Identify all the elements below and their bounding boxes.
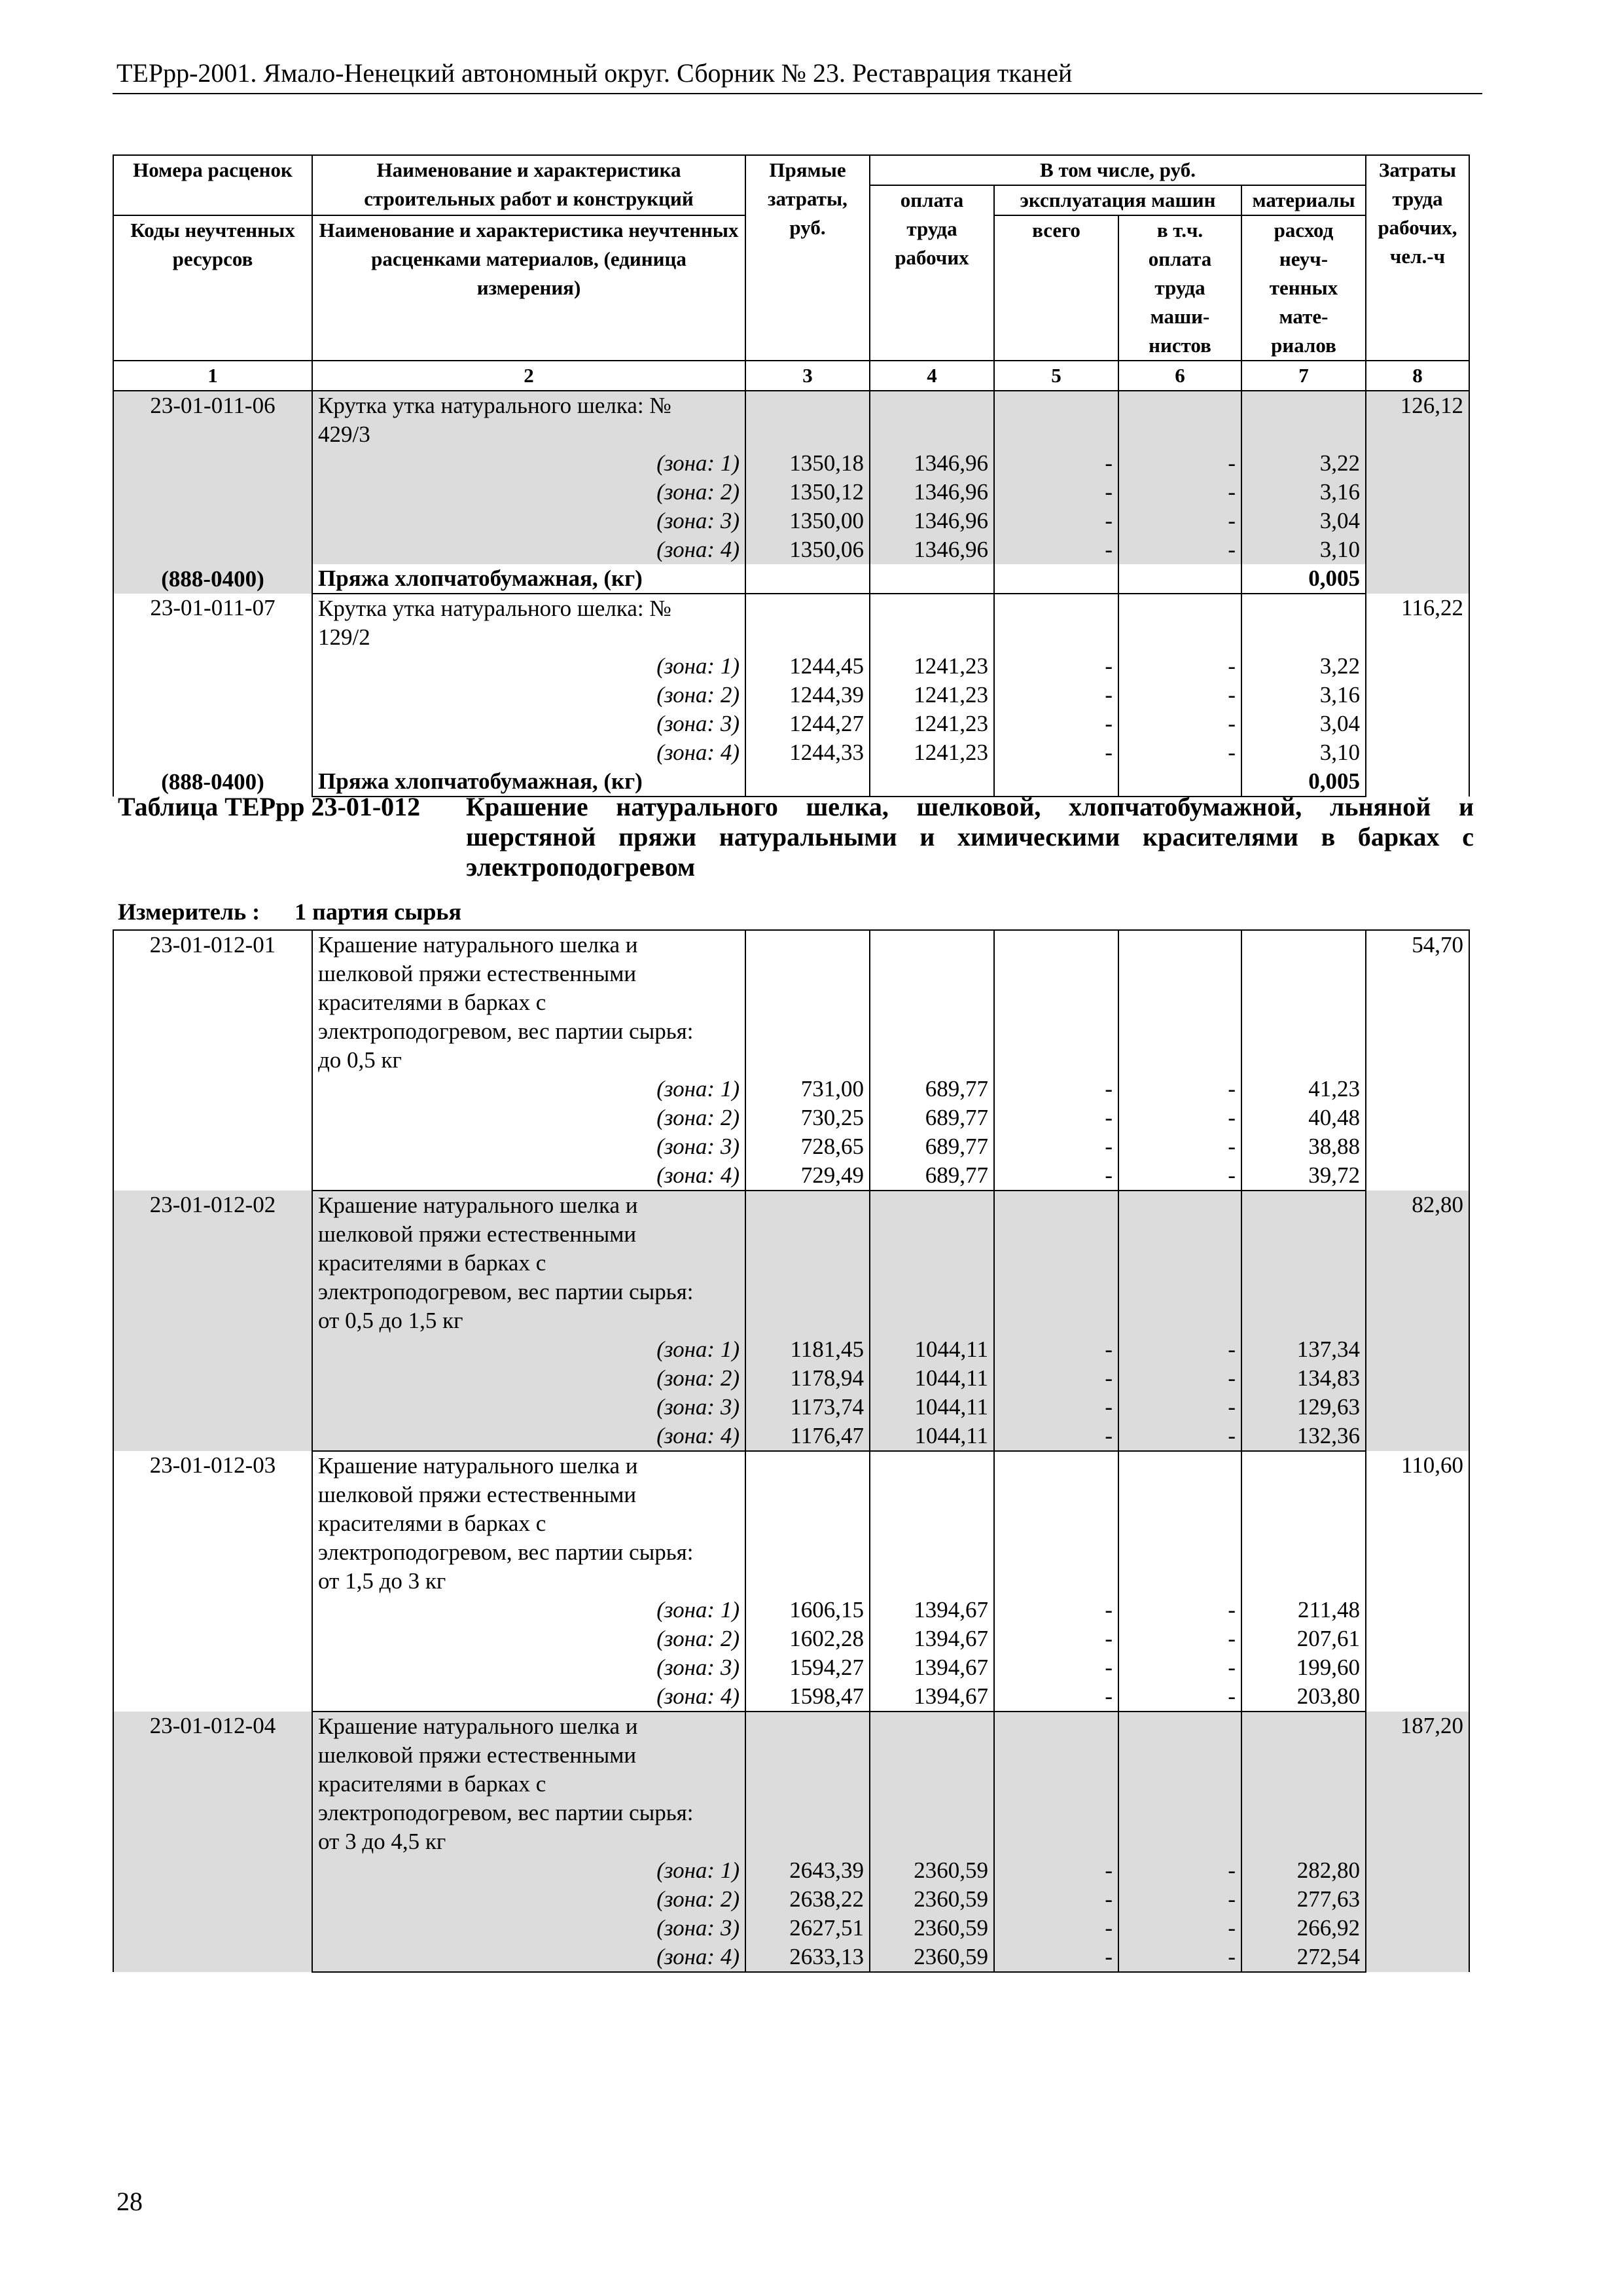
direct-cost: 1244,45 <box>745 652 870 681</box>
machines-total: - <box>994 478 1118 507</box>
empty-cell <box>994 1191 1118 1335</box>
materials-cost: 134,83 <box>1241 1364 1366 1393</box>
zone-row <box>113 738 1469 767</box>
labor-pay: 2360,59 <box>870 1943 994 1972</box>
table-header <box>113 155 1469 361</box>
materials-cost: 40,48 <box>1241 1103 1366 1132</box>
col-rate-numbers: Номера расценок <box>113 155 312 215</box>
empty-cell <box>870 930 994 1075</box>
resource-code: (888-0400) <box>161 769 264 795</box>
work-name-line: до 0,5 кг <box>312 1046 745 1075</box>
work-name-line: красителями в барках с <box>312 988 745 1017</box>
materials-cost: 211,48 <box>1241 1596 1366 1624</box>
machinist-pay: - <box>1118 1943 1241 1972</box>
materials-cost: 3,10 <box>1241 738 1366 767</box>
materials-cost: 3,16 <box>1241 681 1366 709</box>
zone-label: (зона: 4) <box>312 535 745 564</box>
empty-cell <box>1241 391 1366 449</box>
table-description: Крашение натурального шелка, шелковой, хлопчатобумажной, льняной и шерстяной пряжи натуральными и химическими красителями в барках с электроподогревом <box>466 792 1474 882</box>
machinist-pay: - <box>1118 681 1241 709</box>
empty-cell <box>745 1451 870 1596</box>
labor-pay: 689,77 <box>870 1161 994 1191</box>
direct-cost: 1173,74 <box>745 1393 870 1422</box>
col-materials: материалы <box>1241 185 1366 215</box>
direct-cost: 730,25 <box>745 1103 870 1132</box>
column-number: 3 <box>745 361 870 391</box>
zone-row <box>113 652 1469 681</box>
empty-cell <box>994 564 1118 594</box>
zone-label: (зона: 2) <box>312 681 745 709</box>
machines-total: - <box>994 681 1118 709</box>
direct-cost: 1178,94 <box>745 1364 870 1393</box>
machines-total: - <box>994 1596 1118 1624</box>
machines-total: - <box>994 738 1118 767</box>
machines-total: - <box>994 1103 1118 1132</box>
materials-cost: 3,04 <box>1241 709 1366 738</box>
materials-cost: 199,60 <box>1241 1653 1366 1682</box>
empty-cell <box>745 391 870 449</box>
machines-total: - <box>994 1856 1118 1885</box>
zone-label: (зона: 4) <box>312 738 745 767</box>
empty-cell <box>745 594 870 652</box>
machinist-pay: - <box>1118 738 1241 767</box>
machines-total: - <box>994 1393 1118 1422</box>
labor-hours: 54,70 <box>1366 930 1469 1191</box>
resource-name: Пряжа хлопчатобумажная, (кг) <box>312 564 745 594</box>
machinist-pay: - <box>1118 1856 1241 1885</box>
rates-block-1 <box>113 391 1469 797</box>
labor-pay: 1394,67 <box>870 1596 994 1624</box>
empty-cell <box>870 1191 994 1335</box>
machines-total: - <box>994 709 1118 738</box>
zone-row <box>113 1161 1469 1191</box>
empty-cell <box>1241 594 1366 652</box>
labor-pay: 2360,59 <box>870 1885 994 1914</box>
direct-cost: 1244,27 <box>745 709 870 738</box>
resource-qty: 0,005 <box>1241 564 1366 594</box>
direct-cost: 729,49 <box>745 1161 870 1191</box>
zone-row <box>113 1624 1469 1653</box>
empty-cell <box>745 930 870 1075</box>
col-labor-pay: оплата труда рабочих <box>870 185 994 361</box>
labor-pay: 1044,11 <box>870 1422 994 1451</box>
direct-cost: 1598,47 <box>745 1682 870 1712</box>
work-name-line: Крашение натурального шелка и <box>312 1451 745 1480</box>
column-number: 6 <box>1118 361 1241 391</box>
direct-cost: 731,00 <box>745 1075 870 1103</box>
resource-qty: 0,005 <box>1241 767 1366 797</box>
zone-label: (зона: 4) <box>312 1422 745 1451</box>
zone-label: (зона: 2) <box>312 1103 745 1132</box>
materials-cost: 3,22 <box>1241 652 1366 681</box>
materials-cost: 41,23 <box>1241 1075 1366 1103</box>
work-name-line: от 0,5 до 1,5 кг <box>312 1306 745 1335</box>
direct-cost: 1602,28 <box>745 1624 870 1653</box>
running-header: ТЕРрр-2001. Ямало-Ненецкий автономный округ. Сборник № 23. Реставрация тканей <box>116 58 1073 88</box>
empty-cell <box>1118 1451 1241 1596</box>
labor-pay: 2360,59 <box>870 1856 994 1885</box>
machinist-pay: - <box>1118 449 1241 478</box>
work-name-line: электроподогревом, вес партии сырья: <box>312 1017 745 1046</box>
work-name-line: шелковой пряжи естественными <box>312 1741 745 1770</box>
col-work-name: Наименование и характеристика строительных работ и конструкций <box>312 155 745 215</box>
col-direct-costs: Прямые затраты, руб. <box>745 155 870 361</box>
labor-hours: 126,12 <box>1366 391 1469 594</box>
empty-cell <box>994 391 1118 449</box>
machinist-pay: - <box>1118 1596 1241 1624</box>
zone-label: (зона: 2) <box>312 1624 745 1653</box>
materials-cost: 203,80 <box>1241 1682 1366 1712</box>
labor-pay: 689,77 <box>870 1075 994 1103</box>
work-name-line: шелковой пряжи естественными <box>312 1480 745 1509</box>
resource-name: Пряжа хлопчатобумажная, (кг) <box>312 767 745 797</box>
zone-label: (зона: 2) <box>312 1364 745 1393</box>
rates-block-2 <box>113 930 1469 1972</box>
materials-cost: 3,10 <box>1241 535 1366 564</box>
direct-cost: 1594,27 <box>745 1653 870 1682</box>
machines-total: - <box>994 1161 1118 1191</box>
work-name-line: шелковой пряжи естественными <box>312 960 745 988</box>
labor-pay: 1044,11 <box>870 1393 994 1422</box>
rate-code: 23-01-012-01 <box>113 930 312 1191</box>
materials-cost: 129,63 <box>1241 1393 1366 1422</box>
labor-pay: 1346,96 <box>870 507 994 535</box>
labor-pay: 1044,11 <box>870 1364 994 1393</box>
zone-row <box>113 1914 1469 1943</box>
machinist-pay: - <box>1118 1335 1241 1364</box>
work-name-line: красителями в барках с <box>312 1770 745 1799</box>
rate-code: 23-01-012-04 <box>113 1712 312 1972</box>
machinist-pay: - <box>1118 478 1241 507</box>
rate-code-text: 23-01-011-07 <box>150 595 276 620</box>
empty-cell <box>1241 1191 1366 1335</box>
direct-cost: 1350,12 <box>745 478 870 507</box>
empty-cell <box>870 594 994 652</box>
machinist-pay: - <box>1118 1653 1241 1682</box>
labor-pay: 1241,23 <box>870 681 994 709</box>
zone-label: (зона: 3) <box>312 1393 745 1422</box>
col-machines-total: всего <box>994 215 1118 361</box>
empty-cell <box>1241 1712 1366 1856</box>
table-row <box>113 1191 1469 1220</box>
empty-cell <box>870 564 994 594</box>
machines-total: - <box>994 1914 1118 1943</box>
col-labor: Затраты труда рабочих, чел.-ч <box>1366 155 1469 361</box>
empty-cell <box>1118 594 1241 652</box>
col-resource-codes: Коды неучтенных ресурсов <box>113 215 312 361</box>
empty-cell <box>1118 930 1241 1075</box>
machines-total: - <box>994 1075 1118 1103</box>
work-name-line: 429/3 <box>312 420 745 449</box>
materials-cost: 3,22 <box>1241 449 1366 478</box>
work-name-line: электроподогревом, вес партии сырья: <box>312 1538 745 1567</box>
zone-label: (зона: 4) <box>312 1682 745 1712</box>
column-number: 4 <box>870 361 994 391</box>
machinist-pay: - <box>1118 1624 1241 1653</box>
work-name-line: красителями в барках с <box>312 1249 745 1278</box>
materials-cost: 132,36 <box>1241 1422 1366 1451</box>
labor-pay: 1241,23 <box>870 738 994 767</box>
machinist-pay: - <box>1118 1885 1241 1914</box>
zone-label: (зона: 1) <box>312 1596 745 1624</box>
column-number: 2 <box>312 361 745 391</box>
direct-cost: 2633,13 <box>745 1943 870 1972</box>
zone-label: (зона: 1) <box>312 1856 745 1885</box>
rate-code: 23-01-012-03 <box>113 1451 312 1712</box>
empty-cell <box>1118 1191 1241 1335</box>
empty-cell <box>870 391 994 449</box>
direct-cost: 1244,39 <box>745 681 870 709</box>
empty-cell <box>1118 564 1241 594</box>
work-name-line: электроподогревом, вес партии сырья: <box>312 1799 745 1827</box>
labor-hours: 110,60 <box>1366 1451 1469 1712</box>
zone-row <box>113 1393 1469 1422</box>
labor-hours: 82,80 <box>1366 1191 1469 1451</box>
col-including: В том числе, руб. <box>870 155 1366 185</box>
measurement-unit <box>118 898 461 925</box>
materials-cost: 282,80 <box>1241 1856 1366 1885</box>
empty-cell <box>870 1712 994 1856</box>
rate-code <box>113 391 312 594</box>
zone-label: (зона: 4) <box>312 1161 745 1191</box>
machines-total: - <box>994 1335 1118 1364</box>
machines-total: - <box>994 1422 1118 1451</box>
zone-label: (зона: 2) <box>312 478 745 507</box>
empty-cell <box>745 1191 870 1335</box>
labor-pay: 1241,23 <box>870 652 994 681</box>
machinist-pay: - <box>1118 1422 1241 1451</box>
table-row <box>113 930 1469 960</box>
direct-cost: 1244,33 <box>745 738 870 767</box>
materials-cost: 266,92 <box>1241 1914 1366 1943</box>
table-row <box>113 594 1469 623</box>
machines-total: - <box>994 1943 1118 1972</box>
empty-cell <box>994 1451 1118 1596</box>
zone-label: (зона: 3) <box>312 1653 745 1682</box>
zone-label: (зона: 4) <box>312 1943 745 1972</box>
zone-row <box>113 1885 1469 1914</box>
resource-row <box>113 564 1469 594</box>
materials-cost: 207,61 <box>1241 1624 1366 1653</box>
empty-cell <box>1241 930 1366 1075</box>
rates-table-1 <box>113 154 1470 797</box>
measurement-label: Измеритель : <box>118 899 260 925</box>
machinist-pay: - <box>1118 1914 1241 1943</box>
work-name-line: электроподогревом, вес партии сырья: <box>312 1278 745 1306</box>
zone-label: (зона: 2) <box>312 1885 745 1914</box>
labor-pay: 1346,96 <box>870 535 994 564</box>
rate-code <box>113 594 312 797</box>
column-number: 8 <box>1366 361 1469 391</box>
column-number: 7 <box>1241 361 1366 391</box>
zone-row <box>113 1132 1469 1161</box>
labor-pay: 2360,59 <box>870 1914 994 1943</box>
zone-label: (зона: 3) <box>312 1914 745 1943</box>
machines-total: - <box>994 1624 1118 1653</box>
table-row <box>113 391 1469 420</box>
empty-cell <box>994 594 1118 652</box>
machinist-pay: - <box>1118 1161 1241 1191</box>
zone-row <box>113 478 1469 507</box>
machines-total: - <box>994 535 1118 564</box>
work-name-line: красителями в барках с <box>312 1509 745 1538</box>
col-materials-consumption: расход неуч-тенных мате-риалов <box>1241 215 1366 361</box>
empty-cell <box>1118 1712 1241 1856</box>
table-row <box>113 1712 1469 1741</box>
zone-label: (зона: 1) <box>312 652 745 681</box>
zone-row <box>113 1075 1469 1103</box>
work-name-line: Крашение натурального шелка и <box>312 1191 745 1220</box>
zone-row <box>113 1682 1469 1712</box>
materials-cost: 39,72 <box>1241 1161 1366 1191</box>
column-number: 1 <box>113 361 312 391</box>
labor-pay: 1346,96 <box>870 449 994 478</box>
zone-row <box>113 449 1469 478</box>
labor-pay: 689,77 <box>870 1103 994 1132</box>
direct-cost: 2627,51 <box>745 1914 870 1943</box>
zone-row <box>113 1596 1469 1624</box>
zone-row <box>113 1103 1469 1132</box>
zone-row <box>113 507 1469 535</box>
empty-cell <box>1118 391 1241 449</box>
materials-cost: 137,34 <box>1241 1335 1366 1364</box>
materials-cost: 272,54 <box>1241 1943 1366 1972</box>
zone-row <box>113 1856 1469 1885</box>
zone-label: (зона: 3) <box>312 507 745 535</box>
zone-label: (зона: 1) <box>312 449 745 478</box>
direct-cost: 1350,00 <box>745 507 870 535</box>
header-rule <box>113 93 1482 94</box>
zone-row <box>113 681 1469 709</box>
table-row <box>113 1451 1469 1480</box>
labor-pay: 1346,96 <box>870 478 994 507</box>
machinist-pay: - <box>1118 1132 1241 1161</box>
col-machinist-pay: в т.ч. оплата труда маши-нистов <box>1118 215 1241 361</box>
machinist-pay: - <box>1118 1103 1241 1132</box>
zone-row <box>113 1943 1469 1972</box>
machinist-pay: - <box>1118 1393 1241 1422</box>
direct-cost: 1350,06 <box>745 535 870 564</box>
empty-cell <box>1241 1451 1366 1596</box>
rate-code: 23-01-012-02 <box>113 1191 312 1451</box>
labor-pay: 1394,67 <box>870 1624 994 1653</box>
col-machines: эксплуатация машин <box>994 185 1241 215</box>
machines-total: - <box>994 449 1118 478</box>
machinist-pay: - <box>1118 652 1241 681</box>
direct-cost: 2643,39 <box>745 1856 870 1885</box>
zone-label: (зона: 3) <box>312 1132 745 1161</box>
machines-total: - <box>994 1132 1118 1161</box>
work-name-line: от 3 до 4,5 кг <box>312 1827 745 1856</box>
work-name-line: Крутка утка натурального шелка: № <box>312 391 745 420</box>
materials-cost: 3,04 <box>1241 507 1366 535</box>
work-name-line: шелковой пряжи естественными <box>312 1220 745 1249</box>
empty-cell <box>745 1712 870 1856</box>
machinist-pay: - <box>1118 507 1241 535</box>
machinist-pay: - <box>1118 1364 1241 1393</box>
direct-cost: 1176,47 <box>745 1422 870 1451</box>
direct-cost: 2638,22 <box>745 1885 870 1914</box>
labor-pay: 1394,67 <box>870 1682 994 1712</box>
labor-pay: 689,77 <box>870 1132 994 1161</box>
empty-cell <box>994 1712 1118 1856</box>
zone-row <box>113 709 1469 738</box>
empty-cell <box>745 564 870 594</box>
direct-cost: 1606,15 <box>745 1596 870 1624</box>
labor-pay: 1394,67 <box>870 1653 994 1682</box>
machines-total: - <box>994 507 1118 535</box>
direct-cost: 728,65 <box>745 1132 870 1161</box>
page-number: 28 <box>116 2187 143 2216</box>
labor-pay: 1241,23 <box>870 709 994 738</box>
zone-label: (зона: 1) <box>312 1335 745 1364</box>
materials-cost: 38,88 <box>1241 1132 1366 1161</box>
machines-total: - <box>994 1364 1118 1393</box>
machinist-pay: - <box>1118 1682 1241 1712</box>
zone-label: (зона: 1) <box>312 1075 745 1103</box>
machines-total: - <box>994 1885 1118 1914</box>
machines-total: - <box>994 1653 1118 1682</box>
column-number: 5 <box>994 361 1118 391</box>
zone-row <box>113 1335 1469 1364</box>
labor-hours: 116,22 <box>1366 594 1469 797</box>
direct-cost: 1181,45 <box>745 1335 870 1364</box>
empty-cell <box>994 930 1118 1075</box>
labor-hours: 187,20 <box>1366 1712 1469 1972</box>
work-name-line: от 1,5 до 3 кг <box>312 1567 745 1596</box>
col-material-name: Наименование и характеристика неучтенных расценками материалов, (единица измерения) <box>312 215 745 361</box>
materials-cost: 3,16 <box>1241 478 1366 507</box>
zone-row <box>113 1653 1469 1682</box>
machines-total: - <box>994 1682 1118 1712</box>
table-label: Таблица ТЕРрр 23-01-012 <box>118 792 421 821</box>
column-numbers-row <box>113 361 1469 391</box>
direct-cost: 1350,18 <box>745 449 870 478</box>
zone-row <box>113 1364 1469 1393</box>
machinist-pay: - <box>1118 709 1241 738</box>
zone-label: (зона: 3) <box>312 709 745 738</box>
empty-cell <box>870 1451 994 1596</box>
work-name-line: 129/2 <box>312 623 745 652</box>
zone-row <box>113 1422 1469 1451</box>
materials-cost: 277,63 <box>1241 1885 1366 1914</box>
resource-code: (888-0400) <box>161 566 264 592</box>
labor-pay: 1044,11 <box>870 1335 994 1364</box>
rates-table-2 <box>113 929 1470 1973</box>
work-name-line: Крашение натурального шелка и <box>312 930 745 960</box>
measurement-value: 1 партия сырья <box>294 899 461 925</box>
rate-code-text: 23-01-011-06 <box>150 393 276 418</box>
zone-row <box>113 535 1469 564</box>
machinist-pay: - <box>1118 535 1241 564</box>
machinist-pay: - <box>1118 1075 1241 1103</box>
work-name-line: Крутка утка натурального шелка: № <box>312 594 745 623</box>
machines-total: - <box>994 652 1118 681</box>
work-name-line: Крашение натурального шелка и <box>312 1712 745 1741</box>
